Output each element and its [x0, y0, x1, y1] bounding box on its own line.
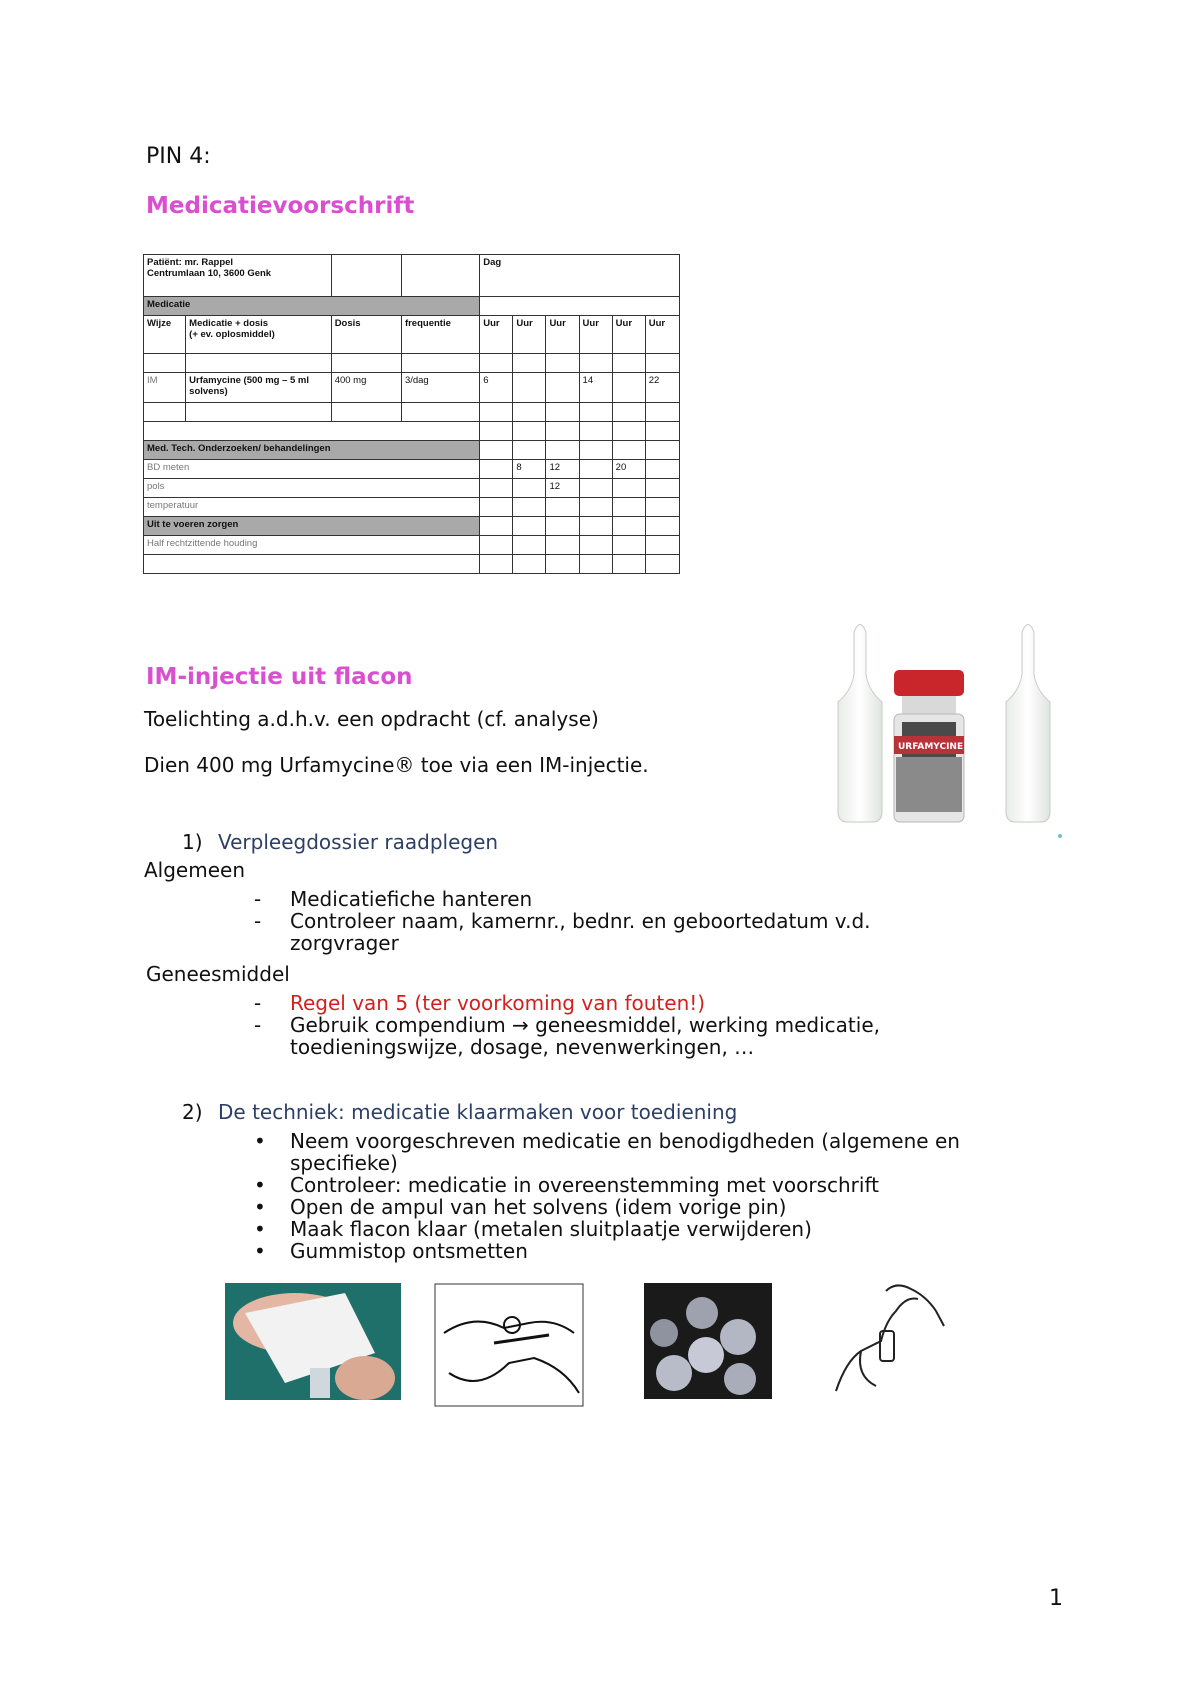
step2-title: De techniek: medicatie klaarmaken voor toediening [218, 1100, 738, 1124]
list-item: • Neem voorgeschreven medicatie en benodigdheden (algemene en specifieke) [254, 1129, 960, 1175]
table-row: Half rechtzittende houding [144, 536, 680, 555]
vial-label: URFAMYCINE [898, 742, 964, 752]
subheading-geneesmiddel: Geneesmiddel [146, 962, 290, 986]
disinfect-photo [225, 1283, 401, 1400]
section-medicatie: Medicatie [144, 297, 480, 316]
subheading-algemeen: Algemeen [144, 858, 246, 882]
intro-line-1: Toelichting a.d.h.v. een opdracht (cf. analyse) [144, 707, 599, 731]
page-number: 1 [1049, 1586, 1063, 1611]
day-cell: Dag [480, 255, 680, 297]
step2-number: 2) [182, 1100, 203, 1124]
ampoule-right [1006, 625, 1050, 823]
list-item: - Gebruik compendium → geneesmiddel, werking medicatie, toedieningswijze, dosage, nevenwerkingen, … [254, 1013, 880, 1059]
prescription-table: Patiënt: mr. Rappel Centrumlaan 10, 3600 Genk Dag Medicatie Wijze Medicatie + dosis (+ ev. oplosmiddel) Dosis frequentie Uur Uur Uur Uur Uur Uur IM Urfamycine (500 mg – 5 ml solvens) 400 mg 3/dag 6 14 22 Med. Tech. Onderzoeken/ behandelingen BD meten 8 12 20 pols 12 temperatuur Uit te voeren zorgen Half rechtzittende houding [143, 254, 680, 574]
step1-number: 1) [182, 830, 203, 854]
patient-cell: Patiënt: mr. Rappel Centrumlaan 10, 3600 Genk [144, 255, 332, 297]
intro-line-2: Dien 400 mg Urfamycine® toe via een IM-injectie. [144, 753, 649, 777]
pin-label: PIN 4: [146, 144, 211, 169]
table-row: BD meten 8 12 20 [144, 460, 680, 479]
ampoule-left [838, 625, 882, 823]
remove-cap-drawing [434, 1283, 584, 1407]
step1-title: Verpleegdossier raadplegen [218, 830, 499, 854]
hand-drawing [826, 1281, 950, 1396]
table-row: IM Urfamycine (500 mg – 5 ml solvens) 400 mg 3/dag 6 14 22 [144, 373, 680, 403]
vials-image [818, 612, 1068, 842]
table-row: pols 12 [144, 479, 680, 498]
vial-urfamycine [894, 670, 964, 822]
table-row: temperatuur [144, 498, 680, 517]
vials-closeup-photo [644, 1283, 772, 1399]
section-title-medicatievoorschrift: Medicatievoorschrift [146, 193, 415, 219]
section-title-im-injectie: IM-injectie uit flacon [146, 664, 413, 690]
list-item: - Controleer naam, kamernr., bednr. en geboortedatum v.d. zorgvrager [254, 909, 871, 955]
section-onderzoek: Med. Tech. Onderzoeken/ behandelingen [144, 441, 480, 460]
section-zorgen: Uit te voeren zorgen [144, 517, 480, 536]
